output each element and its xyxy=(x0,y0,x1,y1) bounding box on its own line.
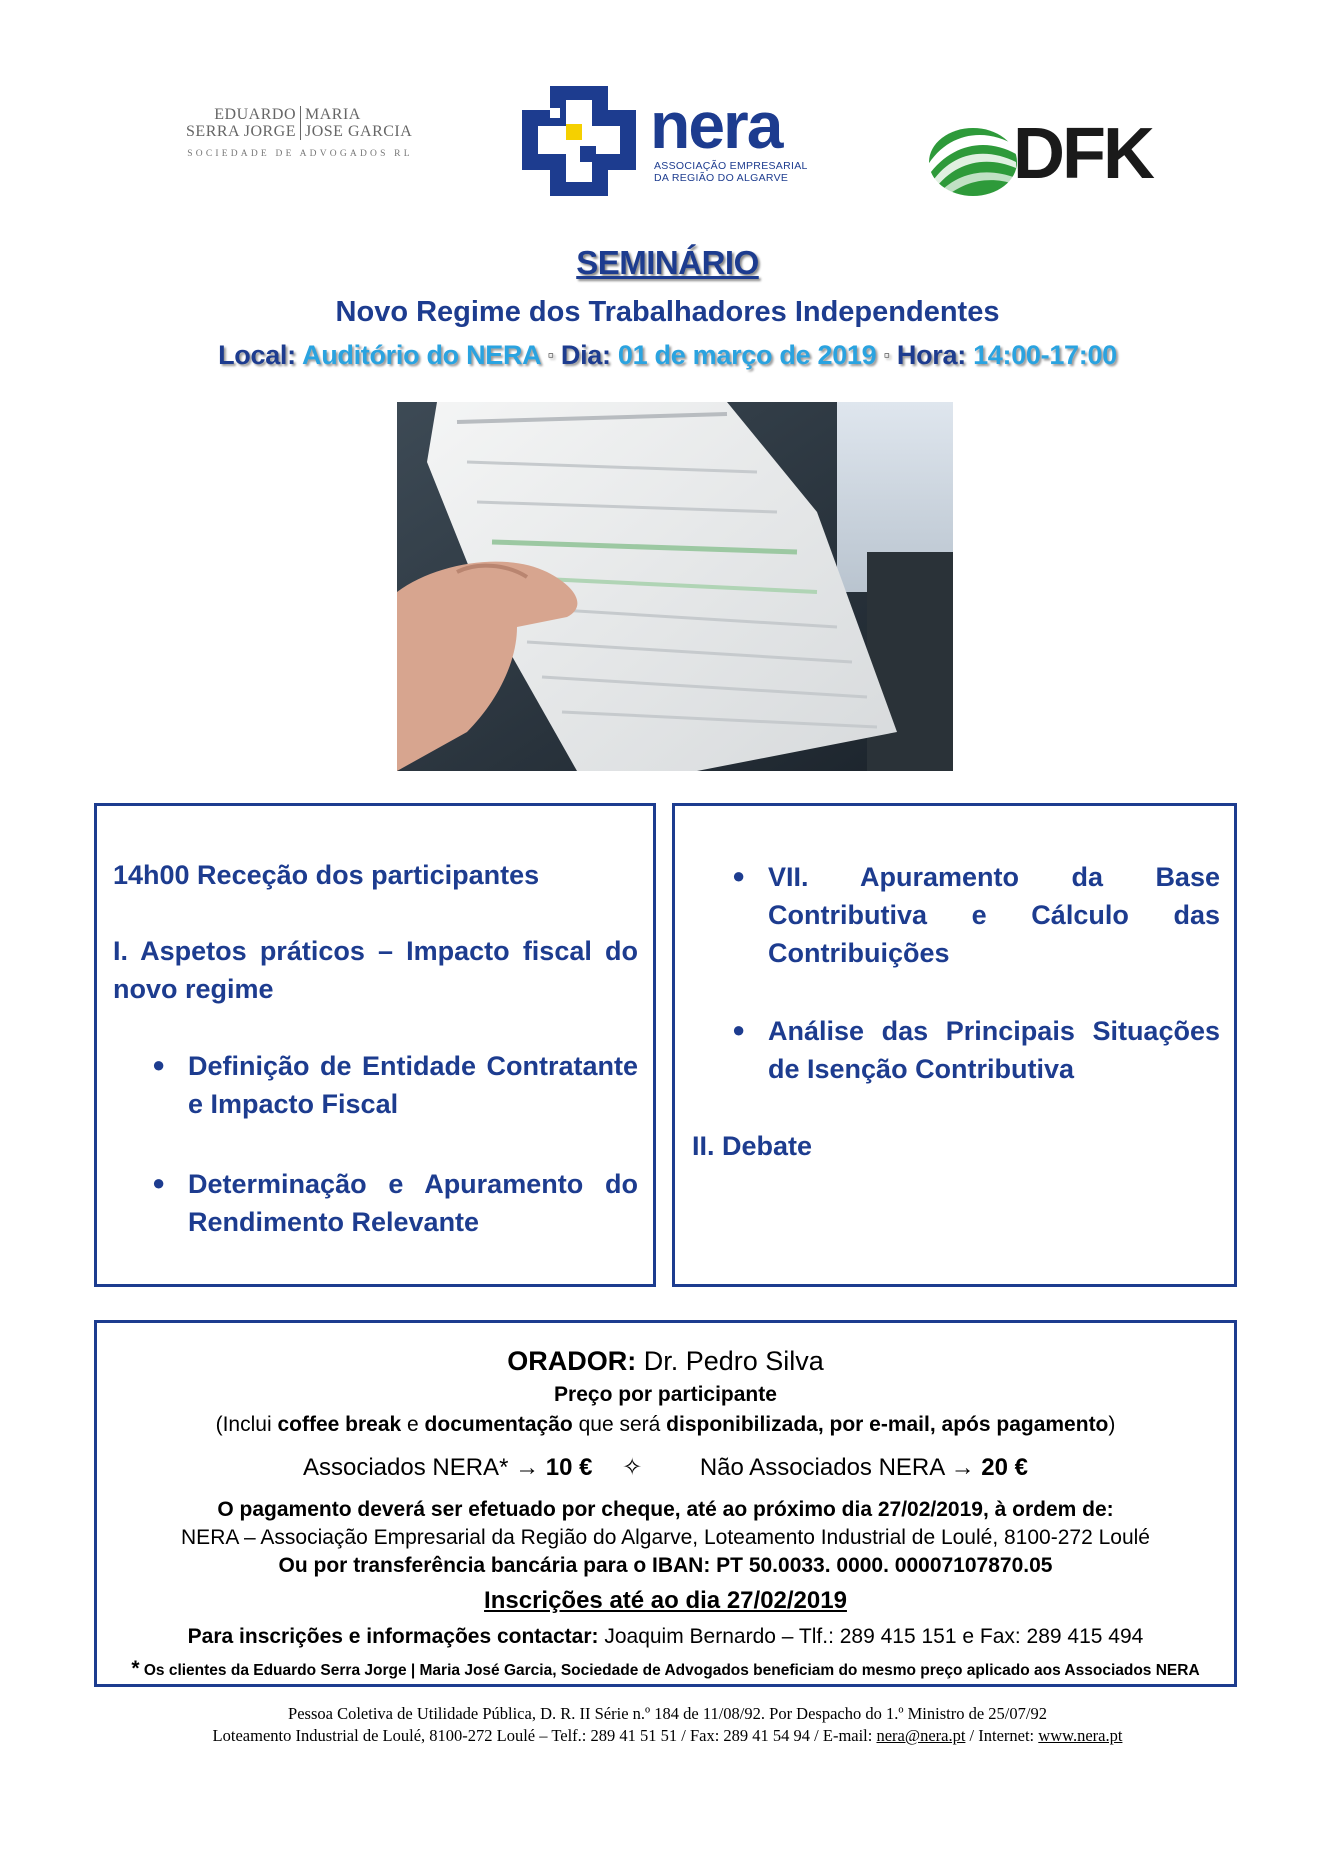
dia-label: Dia: xyxy=(560,340,611,370)
payment-line: O pagamento deverá ser efetuado por cheque, até ao próximo dia 27/02/2019, à ordem de: xyxy=(217,1498,1114,1521)
orador-box xyxy=(94,1320,1237,1687)
seminar-info-line xyxy=(0,340,1335,371)
note-star: * xyxy=(131,1657,140,1680)
bullet-icon: ● xyxy=(152,1170,166,1195)
nao-assoc-label: Não Associados NERA xyxy=(699,1454,944,1481)
includes-close: ) xyxy=(1108,1413,1116,1436)
nera-tagline xyxy=(654,160,808,184)
local-label: Local: xyxy=(218,340,296,370)
nera-tagline-line1: ASSOCIAÇÃO EMPRESARIAL xyxy=(654,160,808,172)
assoc-label: Associados NERA* xyxy=(302,1454,509,1481)
contact-label: Para inscrições e informações contactar: xyxy=(187,1625,599,1648)
includes-e: e xyxy=(401,1413,425,1436)
program-bullet-4: Análise das Principais Situações de Isenção Contributiva xyxy=(768,1016,1220,1084)
program-section-1: I. Aspetos práticos – Impacto fiscal do novo regime xyxy=(113,936,638,1004)
photo-illustration xyxy=(397,402,953,771)
footer-address: Loteamento Industrial de Loulé, 8100-272 Loulé – Telf.: 289 41 51 51 / Fax: 289 41 54 94 / E-mail: xyxy=(212,1726,877,1745)
note-text: Os clientes da Eduardo Serra Jorge | Maria José Garcia, Sociedade de Advogados beneficiam do mesmo preço aplicado aos Associados NERA xyxy=(139,1662,1200,1679)
esj-tagline: SOCIEDADE DE ADVOGADOS RL xyxy=(187,149,413,159)
contact-value: Joaquim Bernardo – Tlf.: 289 415 151 e Fax: 289 415 494 xyxy=(598,1625,1144,1648)
orador-name: Dr. Pedro Silva xyxy=(643,1346,824,1376)
nera-cross-icon xyxy=(520,86,640,196)
price-title: Preço por participante xyxy=(554,1383,777,1406)
address-line: NERA – Associação Empresarial da Região do Algarve, Loteamento Industrial de Loulé, 8100-272 Loulé xyxy=(181,1526,1150,1549)
logo-dfk xyxy=(918,110,1180,202)
includes-line xyxy=(97,1413,1234,1437)
nao-assoc-price: 20 € xyxy=(981,1454,1028,1481)
nera-tagline-line2: DA REGIÃO DO ALGARVE xyxy=(654,172,789,184)
orador-line xyxy=(97,1346,1234,1377)
bullet-icon: ● xyxy=(732,863,746,888)
program-reception: 14h00 Receção dos participantes xyxy=(113,860,540,890)
includes-que-sera: que será xyxy=(572,1413,667,1436)
note-line xyxy=(97,1657,1234,1681)
separator-icon: ▫ xyxy=(883,345,890,365)
includes-disponibilizada: disponibilizada, por e-mail, após pagamento xyxy=(666,1413,1109,1436)
hora-value: 14:00-17:00 xyxy=(973,340,1117,370)
iban-line: Ou por transferência bancária para o IBAN: PT 50.0033. 0000. 00007107870.05 xyxy=(278,1554,1053,1577)
inscricoes-line: Inscrições até ao dia 27/02/2019 xyxy=(484,1587,847,1614)
seminar-title: SEMINÁRIO xyxy=(576,244,759,281)
logo-eduardo-serra-jorge xyxy=(180,106,420,170)
includes-documentacao: documentação xyxy=(424,1413,573,1436)
logo-nera xyxy=(520,86,820,196)
includes-coffee: coffee break xyxy=(277,1413,402,1436)
esj-name4: JOSE GARCIA xyxy=(305,123,413,140)
program-bullet-3: VII. Apuramento da Base Contributiva e Cálculo das Contribuições xyxy=(768,862,1220,968)
assoc-price: 10 € xyxy=(545,1454,593,1481)
footer-line-1: Pessoa Coletiva de Utilidade Pública, D. R. II Série n.º 184 de 11/08/92. Por Despacho do 1.º Ministro de 25/07/92 xyxy=(288,1704,1047,1723)
local-value: Auditório do NERA xyxy=(302,340,541,370)
esj-name2: MARIA xyxy=(305,106,361,123)
bullet-icon: ● xyxy=(732,1017,746,1042)
program-debate: II. Debate xyxy=(692,1131,813,1161)
prices-line xyxy=(97,1453,1234,1482)
dfk-wordmark: DFK xyxy=(1013,114,1152,194)
diamond-icon: ✧ xyxy=(622,1454,643,1481)
esj-name3: SERRA JORGE xyxy=(186,123,296,140)
seminar-photo xyxy=(397,402,953,771)
esj-name1: EDUARDO xyxy=(214,106,296,123)
includes-open: (Inclui xyxy=(215,1413,278,1436)
seminar-subtitle: Novo Regime dos Trabalhadores Independentes xyxy=(335,296,1000,328)
dia-value: 01 de março de 2019 xyxy=(617,340,877,370)
footer-internet-label: / Internet: xyxy=(965,1726,1039,1745)
separator-icon: ▫ xyxy=(547,345,554,365)
footer-website-link[interactable]: www.nera.pt xyxy=(1038,1726,1123,1745)
contact-line xyxy=(97,1625,1234,1649)
bullet-icon: ● xyxy=(152,1052,166,1077)
program-bullet-1: Definição de Entidade Contratante e Impacto Fiscal xyxy=(188,1051,638,1119)
arrow-right-icon: → xyxy=(515,1454,540,1481)
dfk-swoosh-icon xyxy=(918,110,1018,202)
footer-email-link[interactable]: nera@nera.pt xyxy=(876,1726,966,1745)
arrow-right-icon: → xyxy=(950,1454,975,1481)
program-bullet-2: Determinação e Apuramento do Rendimento Relevante xyxy=(188,1169,638,1237)
hora-label: Hora: xyxy=(896,340,966,370)
nera-wordmark: nera xyxy=(650,88,782,162)
orador-label: ORADOR: xyxy=(507,1346,637,1376)
footer-line-2 xyxy=(0,1726,1335,1746)
